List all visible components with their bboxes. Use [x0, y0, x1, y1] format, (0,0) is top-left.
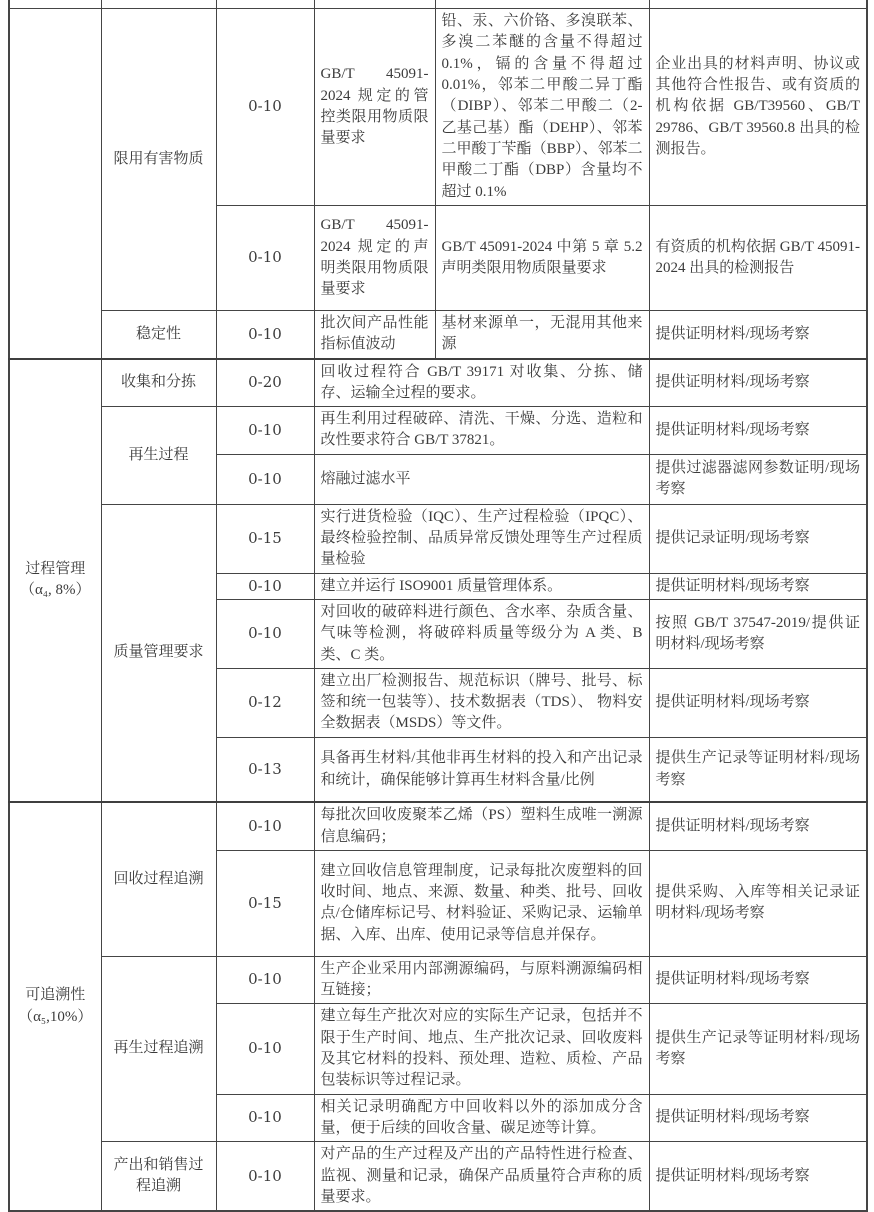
group-cell-traceability [9, 802, 101, 1211]
requirement-cell: 熔融过滤水平 [314, 454, 649, 504]
table-row [9, 407, 867, 455]
criterion-cell: 再生过程 [101, 407, 216, 505]
criterion-cell: 再生过程追溯 [101, 956, 216, 1141]
requirement-cell: 对产品的生产过程及产出的产品特性进行检查、监视、测量和记录，确保产品质量符合声称的质量要求。 [314, 1142, 649, 1211]
evidence-cell: 提供生产记录等证明材料/现场考察 [649, 1004, 867, 1094]
evidence-cell: 提供证明材料/现场考察 [649, 311, 867, 359]
criterion-cell: 产出和销售过程追溯 [101, 1142, 216, 1211]
evidence-cell: 按照 GB/T 37547-2019/提供证明材料/现场考察 [649, 599, 867, 668]
evidence-cell: 提供生产记录等证明材料/现场考察 [649, 737, 867, 802]
table-row [9, 1142, 867, 1211]
requirement-cell: 实行进货检验（IQC）、生产过程检验（IPQC）、最终检验控制、品质异常反馈处理等生产过程质量检验 [314, 504, 649, 573]
table-row [9, 311, 867, 359]
score-cell: 0-10 [216, 454, 314, 504]
score-cell: 0-10 [216, 206, 314, 311]
criterion-cell: 稳定性 [101, 311, 216, 359]
group-weight: （α₅,10%） [18, 1008, 93, 1025]
table-row [9, 359, 867, 407]
empty-cell [649, 0, 867, 9]
score-cell: 0-10 [216, 802, 314, 850]
evidence-cell: 企业出具的材料声明、协议或其他符合性报告、或有资质的机构依据 GB/T39560、GB/T 29786、GB/T 39560.8 出具的检测报告。 [649, 9, 867, 206]
empty-cell [101, 0, 216, 9]
group-weight: （α₄, 8%） [19, 582, 91, 599]
evidence-cell: 提供证明材料/现场考察 [649, 407, 867, 455]
requirement-cell: 对回收的破碎料进行颜色、含水率、杂质含量、气味等检测，将破碎料质量等级分为 A 类、B 类、C 类。 [314, 599, 649, 668]
detail-cell: 铅、汞、六价铬、多溴联苯、多溴二苯醚的含量不得超过 0.1%，镉的含量不得超过 0.01%，邻苯二甲酸二异丁酯（DIBP）、邻苯二甲酸二（2-乙基己基）酯（DEHP）、邻苯二甲酸丁苄酯（BBP）、邻苯二甲酸二丁酯（DBP）含量均不超过 0.1% [435, 9, 649, 206]
criterion-cell: 质量管理要求 [101, 504, 216, 802]
score-cell: 0-10 [216, 1142, 314, 1211]
evidence-cell: 有资质的机构依据 GB/T 45091-2024 出具的检测报告 [649, 206, 867, 311]
criterion-cell: 限用有害物质 [101, 9, 216, 311]
table-row [9, 956, 867, 1004]
group-name: 可追溯性 [25, 987, 86, 1004]
criterion-cell: 回收过程追溯 [101, 802, 216, 956]
evidence-cell: 提供采购、入库等相关记录证明材料/现场考察 [649, 850, 867, 956]
requirement-cell: 回收过程符合 GB/T 39171 对收集、分拣、储存、运输全过程的要求。 [314, 359, 649, 407]
evidence-cell: 提供证明材料/现场考察 [649, 1142, 867, 1211]
score-cell: 0-10 [216, 9, 314, 206]
table-row-partial [9, 0, 867, 9]
score-cell: 0-10 [216, 1004, 314, 1094]
requirement-cell: 建立并运行 ISO9001 质量管理体系。 [314, 573, 649, 599]
table-row [9, 9, 867, 206]
requirement-cell: 相关记录明确配方中回收料以外的添加成分含量，便于后续的回收含量、碳足迹等计算。 [314, 1094, 649, 1142]
criterion-cell: 收集和分拣 [101, 359, 216, 407]
table-row [9, 504, 867, 573]
score-cell: 0-10 [216, 573, 314, 599]
evidence-cell: 提供过滤器滤网参数证明/现场考察 [649, 454, 867, 504]
score-cell: 0-12 [216, 668, 314, 737]
empty-cell [314, 0, 435, 9]
table-row [9, 802, 867, 850]
evidence-cell: 提供证明材料/现场考察 [649, 956, 867, 1004]
empty-cell [435, 0, 649, 9]
requirement-cell: 生产企业采用内部溯源编码，与原料溯源编码相互链接； [314, 956, 649, 1004]
requirement-cell: 建立每生产批次对应的实际生产记录，包括并不限于生产时间、地点、生产批次记录、回收废料及其它材料的投料、预处理、造粒、质检、产品包装标识等过程记录。 [314, 1004, 649, 1094]
evidence-cell: 提供证明材料/现场考察 [649, 573, 867, 599]
score-cell: 0-15 [216, 504, 314, 573]
requirement-cell: 批次间产品性能指标值波动 [314, 311, 435, 359]
detail-cell: 基材来源单一，无混用其他来源 [435, 311, 649, 359]
score-cell: 0-20 [216, 359, 314, 407]
score-cell: 0-13 [216, 737, 314, 802]
requirement-cell: 建立出厂检测报告、规范标识（牌号、批号、标签和统一包装等）、技术数据表（TDS）、 物料安全数据表（MSDS）等文件。 [314, 668, 649, 737]
score-cell: 0-10 [216, 311, 314, 359]
score-cell: 0-10 [216, 956, 314, 1004]
score-cell: 0-15 [216, 850, 314, 956]
requirement-cell: 建立回收信息管理制度，记录每批次废塑料的回收时间、地点、来源、数量、种类、批号、回收点/仓储库标记号、材料验证、采购记录、运输单据、入库、出库、使用记录等信息并保存。 [314, 850, 649, 956]
requirement-cell: 每批次回收废聚苯乙烯（PS）塑料生成唯一溯源信息编码； [314, 802, 649, 850]
empty-cell [9, 0, 101, 9]
group-cell-process-management [9, 359, 101, 803]
requirement-cell: 具备再生材料/其他非再生材料的投入和产出记录和统计，确保能够计算再生材料含量/比例 [314, 737, 649, 802]
evidence-cell: 提供记录证明/现场考察 [649, 504, 867, 573]
empty-cell [216, 0, 314, 9]
evidence-cell: 提供证明材料/现场考察 [649, 359, 867, 407]
detail-cell: GB/T 45091-2024 中第 5 章 5.2 声明类限用物质限量要求 [435, 206, 649, 311]
score-cell: 0-10 [216, 599, 314, 668]
score-cell: 0-10 [216, 407, 314, 455]
criteria-table [8, 0, 868, 1212]
score-cell: 0-10 [216, 1094, 314, 1142]
requirement-cell: GB/T 45091-2024 规定的声明类限用物质限量要求 [314, 206, 435, 311]
requirement-cell: 再生利用过程破碎、清洗、干燥、分选、造粒和改性要求符合 GB/T 37821。 [314, 407, 649, 455]
evidence-cell: 提供证明材料/现场考察 [649, 802, 867, 850]
evidence-cell: 提供证明材料/现场考察 [649, 668, 867, 737]
group-cell [9, 9, 101, 359]
group-name: 过程管理 [25, 561, 86, 578]
evidence-cell: 提供证明材料/现场考察 [649, 1094, 867, 1142]
requirement-cell: GB/T 45091-2024 规定的管控类限用物质限量要求 [314, 9, 435, 206]
